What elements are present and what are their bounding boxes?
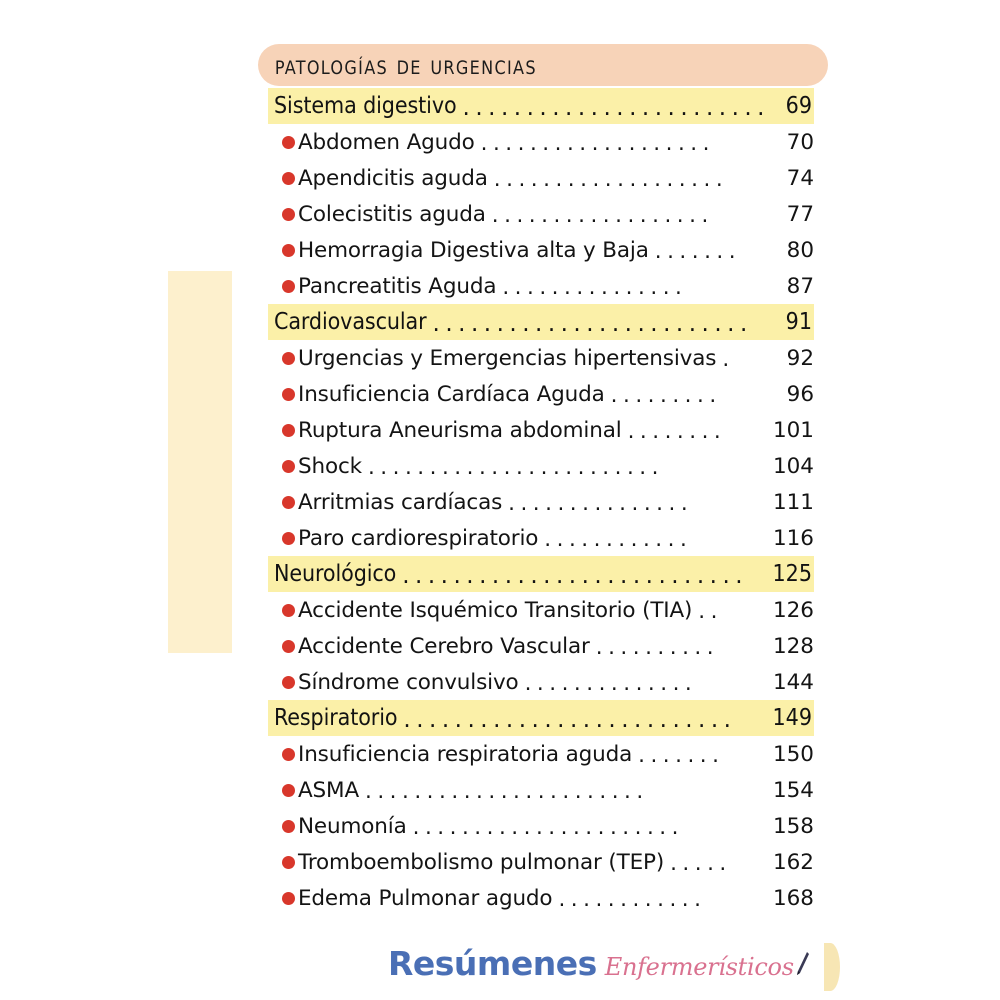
dot-leader: ....... <box>638 745 725 767</box>
toc-entry-row[interactable] <box>268 736 814 772</box>
toc-entry-page-number: 74 <box>786 165 814 191</box>
dot-leader: ..... <box>670 853 732 875</box>
brand-logo-primary-text: Resúmenes <box>388 944 597 983</box>
toc-entry-label: Colecistitis aguda <box>298 201 486 227</box>
toc-entry-label: Sistema digestivo <box>274 93 457 119</box>
toc-entry-page-number: 96 <box>786 381 814 407</box>
bullet-icon <box>282 352 295 365</box>
toc-entry-page-number: 149 <box>772 705 812 731</box>
toc-entry-page-number: 168 <box>772 885 814 911</box>
bullet-icon <box>282 424 295 437</box>
dot-leader: .............. <box>524 673 698 695</box>
dot-leader: ......... <box>610 385 722 407</box>
bullet-icon <box>282 136 295 149</box>
toc-entry-page-number: 126 <box>772 597 814 623</box>
dot-leader: ......................... <box>432 312 753 336</box>
toc-entry-page-number: 101 <box>772 417 814 443</box>
toc-entry-label: Cardiovascular <box>274 309 427 335</box>
toc-entry-label: Shock <box>298 453 362 479</box>
toc-entry-page-number: 116 <box>772 525 814 551</box>
dot-leader: ............ <box>544 529 693 551</box>
bullet-icon <box>282 388 295 401</box>
toc-entry-row[interactable] <box>268 844 814 880</box>
bullet-icon <box>282 208 295 221</box>
toc-entry-page-number: 69 <box>785 93 812 119</box>
page-header-banner <box>258 44 828 86</box>
toc-entry-row[interactable] <box>268 628 814 664</box>
toc-entry-row[interactable] <box>268 196 814 232</box>
toc-entry-row[interactable] <box>268 124 814 160</box>
toc-entry-label: Tromboembolismo pulmonar (TEP) <box>298 849 665 875</box>
toc-entry-row[interactable] <box>268 268 814 304</box>
bullet-icon <box>282 676 295 689</box>
toc-entry-label: Arritmias cardíacas <box>298 489 503 515</box>
toc-entry-row[interactable] <box>268 160 814 196</box>
brand-logo-script-text: Enfermerísticos <box>604 953 794 981</box>
toc-entry-row[interactable] <box>268 340 814 376</box>
dot-leader: ........................ <box>367 457 664 479</box>
bullet-icon <box>282 604 295 617</box>
bullet-icon <box>282 460 295 473</box>
toc-entry-page-number: 128 <box>772 633 814 659</box>
toc-entry-page-number: 144 <box>772 669 814 695</box>
toc-entry-label: Neurológico <box>274 561 397 587</box>
page-title: patologías de urgencias <box>274 49 537 81</box>
dot-leader: ................... <box>480 133 715 155</box>
toc-entry-page-number: 92 <box>786 345 814 371</box>
dot-leader: . <box>722 349 735 371</box>
toc-section-row[interactable] <box>268 700 814 736</box>
toc-entry-label: Accidente Isquémico Transitorio (TIA) <box>298 597 693 623</box>
toc-entry-page-number: 87 <box>786 273 814 299</box>
dot-leader: ....... <box>654 241 742 263</box>
dot-leader: .. <box>698 601 723 623</box>
toc-entry-page-number: 162 <box>772 849 814 875</box>
toc-entry-page-number: 154 <box>772 777 814 803</box>
bullet-icon <box>282 640 295 653</box>
toc-entry-page-number: 77 <box>786 201 814 227</box>
toc-entry-label: Edema Pulmonar agudo <box>298 885 553 911</box>
toc-entry-label: Hemorragia Digestiva alta y Baja <box>298 237 649 263</box>
bullet-icon <box>282 748 295 761</box>
brand-logo <box>388 944 810 983</box>
bullet-icon <box>282 280 295 293</box>
toc-entry-label: Insuficiencia respiratoria aguda <box>298 741 633 767</box>
toc-entry-page-number: 70 <box>786 129 814 155</box>
bullet-icon <box>282 892 295 905</box>
toc-entry-row[interactable] <box>268 484 814 520</box>
toc-list <box>268 88 814 916</box>
toc-entry-label: Respiratorio <box>274 705 398 731</box>
toc-entry-row[interactable] <box>268 412 814 448</box>
toc-entry-row[interactable] <box>268 772 814 808</box>
toc-entry-label: Urgencias y Emergencias hipertensivas <box>298 345 717 371</box>
toc-section-row[interactable] <box>268 556 814 592</box>
toc-entry-label: ASMA <box>298 777 360 803</box>
toc-entry-row[interactable] <box>268 880 814 916</box>
toc-section-row[interactable] <box>268 88 814 124</box>
dot-leader: ........................ <box>462 96 770 120</box>
dot-leader: ........ <box>627 421 727 443</box>
toc-entry-row[interactable] <box>268 520 814 556</box>
toc-entry-row[interactable] <box>268 664 814 700</box>
bullet-icon <box>282 172 295 185</box>
dot-leader: ................... <box>493 169 729 191</box>
dot-leader: .......................... <box>403 708 737 732</box>
bullet-icon <box>282 784 295 797</box>
dot-leader: .......... <box>595 637 720 659</box>
bullet-icon <box>282 820 295 833</box>
toc-entry-page-number: 91 <box>785 309 812 335</box>
toc-entry-row[interactable] <box>268 808 814 844</box>
toc-entry-page-number: 125 <box>772 561 812 587</box>
toc-entry-page-number: 150 <box>772 741 814 767</box>
dot-leader: ............ <box>558 889 707 911</box>
toc-entry-page-number: 111 <box>772 489 814 515</box>
toc-entry-row[interactable] <box>268 232 814 268</box>
dot-leader: ............... <box>508 493 694 515</box>
dot-leader: .................. <box>491 205 714 227</box>
bullet-icon <box>282 496 295 509</box>
dot-leader: ............... <box>502 277 688 299</box>
pen-icon <box>796 951 810 977</box>
toc-entry-label: Neumonía <box>298 813 407 839</box>
dot-leader: ....................... <box>365 781 649 803</box>
toc-entry-label: Abdomen Agudo <box>298 129 475 155</box>
toc-entry-label: Insuficiencia Cardíaca Aguda <box>298 381 605 407</box>
bullet-icon <box>282 532 295 545</box>
toc-entry-row[interactable] <box>268 448 814 484</box>
bullet-icon <box>282 856 295 869</box>
toc-entry-page-number: 104 <box>772 453 814 479</box>
toc-entry-label: Accidente Cerebro Vascular <box>298 633 590 659</box>
toc-entry-label: Apendicitis aguda <box>298 165 488 191</box>
dot-leader: ...................... <box>412 817 684 839</box>
toc-entry-row[interactable] <box>268 592 814 628</box>
toc-entry-label: Paro cardiorespiratorio <box>298 525 539 551</box>
toc-entry-label: Ruptura Aneurisma abdominal <box>298 417 622 443</box>
toc-section-row[interactable] <box>268 304 814 340</box>
toc-entry-page-number: 158 <box>772 813 814 839</box>
toc-entry-row[interactable] <box>268 376 814 412</box>
toc-entry-page-number: 80 <box>786 237 814 263</box>
bullet-icon <box>282 244 295 257</box>
toc-entry-label: Síndrome convulsivo <box>298 669 519 695</box>
dot-leader: ........................... <box>402 564 749 588</box>
toc-entry-label: Pancreatitis Aguda <box>298 273 497 299</box>
